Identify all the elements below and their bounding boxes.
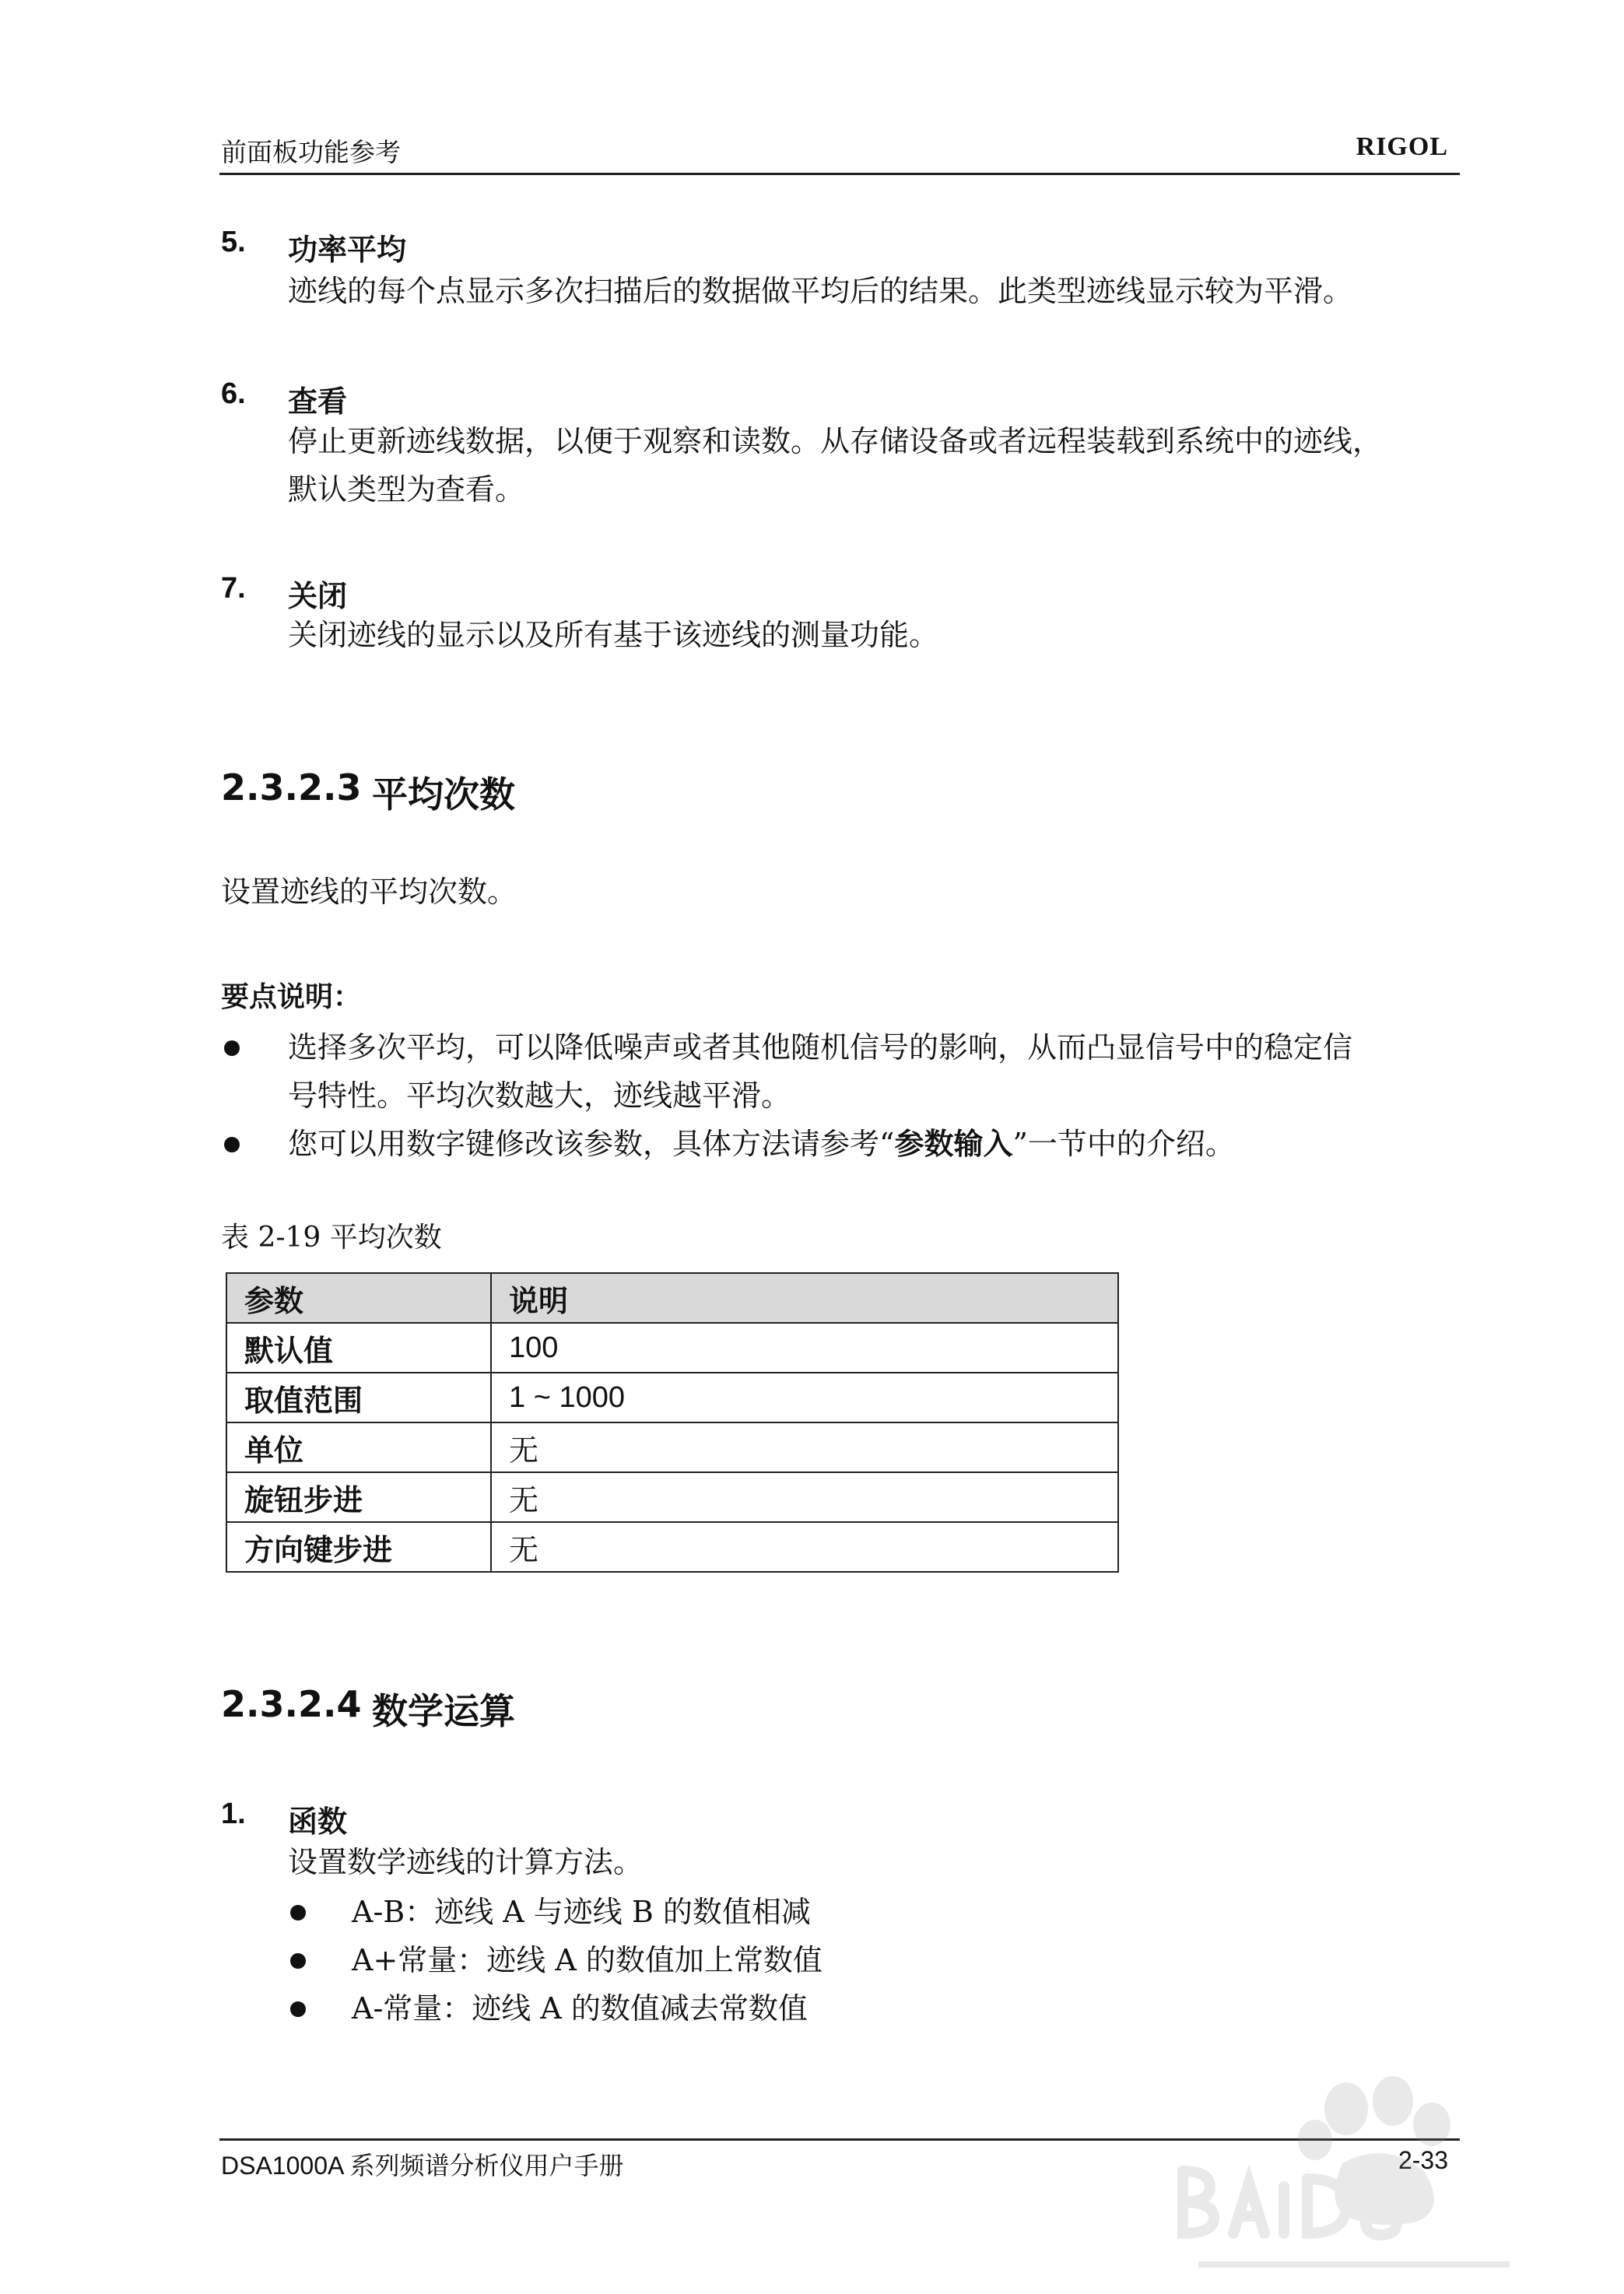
param-value-cell: 100: [491, 1323, 1118, 1373]
item-title: 关闭: [288, 579, 348, 613]
note-text: 选择多次平均，可以降低噪声或者其他随机信号的影响，从而凸显信号中的稳定信: [288, 1030, 1353, 1065]
reference-link-text: 参数输入: [894, 1126, 1013, 1161]
item-number: 7.: [221, 572, 246, 605]
section-number: 2.3.2.4: [221, 1683, 362, 1725]
param-value-cell: 无: [491, 1472, 1118, 1522]
header-rule: [219, 173, 1460, 175]
table-header-cell: 参数: [226, 1273, 491, 1323]
page-number: 2-33: [1398, 2146, 1448, 2174]
item-title: 功率平均: [288, 233, 407, 267]
table-row: [226, 1472, 1118, 1522]
footer-manual-title: DSA1000A 系列频谱分析仪用户手册: [221, 2152, 624, 2180]
section-number: 2.3.2.3: [221, 766, 362, 809]
table-row: [226, 1422, 1118, 1472]
table-row: [226, 1373, 1118, 1422]
item-description: 设置数学迹线的计算方法。: [288, 1845, 644, 1879]
bullet-dot: [224, 1040, 240, 1056]
function-option: A+常量：迹线 A 的数值加上常数值: [352, 1943, 823, 1977]
table-row: [226, 1522, 1118, 1572]
parameter-table: [226, 1272, 1119, 1573]
function-option: A-B：迹线 A 与迹线 B 的数值相减: [352, 1895, 811, 1929]
watermark-paw-icon: [1167, 2054, 1533, 2288]
running-header-title: 前面板功能参考: [221, 137, 401, 167]
bullet-dot: [224, 1137, 240, 1152]
function-option: A-常量：迹线 A 的数值减去常数值: [352, 1991, 808, 2026]
note-text: 号特性。平均次数越大，迹线越平滑。: [288, 1079, 791, 1113]
note-text: 您可以用数字键修改该参数，具体方法请参考“参数输入”一节中的介绍。: [288, 1126, 1235, 1161]
item-description: 关闭迹线的显示以及所有基于该迹线的测量功能。: [288, 618, 939, 652]
param-name-cell: 取值范围: [226, 1373, 491, 1422]
section-title: 数学运算: [372, 1690, 515, 1732]
item-number: 6.: [221, 377, 246, 410]
param-name-cell: 旋钮步进: [226, 1472, 491, 1522]
item-title: 查看: [288, 384, 348, 419]
table-caption: 表 2-19 平均次数: [221, 1222, 442, 1254]
param-name-cell: 方向键步进: [226, 1522, 491, 1572]
param-name-cell: 单位: [226, 1422, 491, 1472]
bullet-dot: [290, 2001, 306, 2017]
item-title: 函数: [288, 1805, 348, 1839]
param-value-cell: 无: [491, 1422, 1118, 1472]
brand-logo-text: RIGOL: [1356, 132, 1448, 161]
item-number: 1.: [221, 1798, 246, 1830]
item-description: 默认类型为查看。: [288, 472, 525, 507]
param-value-cell: 无: [491, 1522, 1118, 1572]
item-number: 5.: [221, 226, 246, 258]
section-title: 平均次数: [372, 773, 515, 816]
table-row: [226, 1323, 1118, 1373]
item-description: 停止更新迹线数据，以便于观察和读数。从存储设备或者远程装载到系统中的迹线，: [288, 424, 1383, 458]
param-value-cell: 1 ~ 1000: [491, 1373, 1118, 1422]
table-header-cell: 说明: [491, 1273, 1118, 1323]
notes-label: 要点说明：: [221, 981, 362, 1013]
item-description: 迹线的每个点显示多次扫描后的数据做平均后的结果。此类型迹线显示较为平滑。: [288, 274, 1353, 308]
param-name-cell: 默认值: [226, 1323, 491, 1373]
bullet-dot: [290, 1953, 306, 1969]
section-intro: 设置迹线的平均次数。: [221, 875, 517, 909]
table-header-row: [226, 1273, 1118, 1323]
bullet-dot: [290, 1905, 306, 1920]
